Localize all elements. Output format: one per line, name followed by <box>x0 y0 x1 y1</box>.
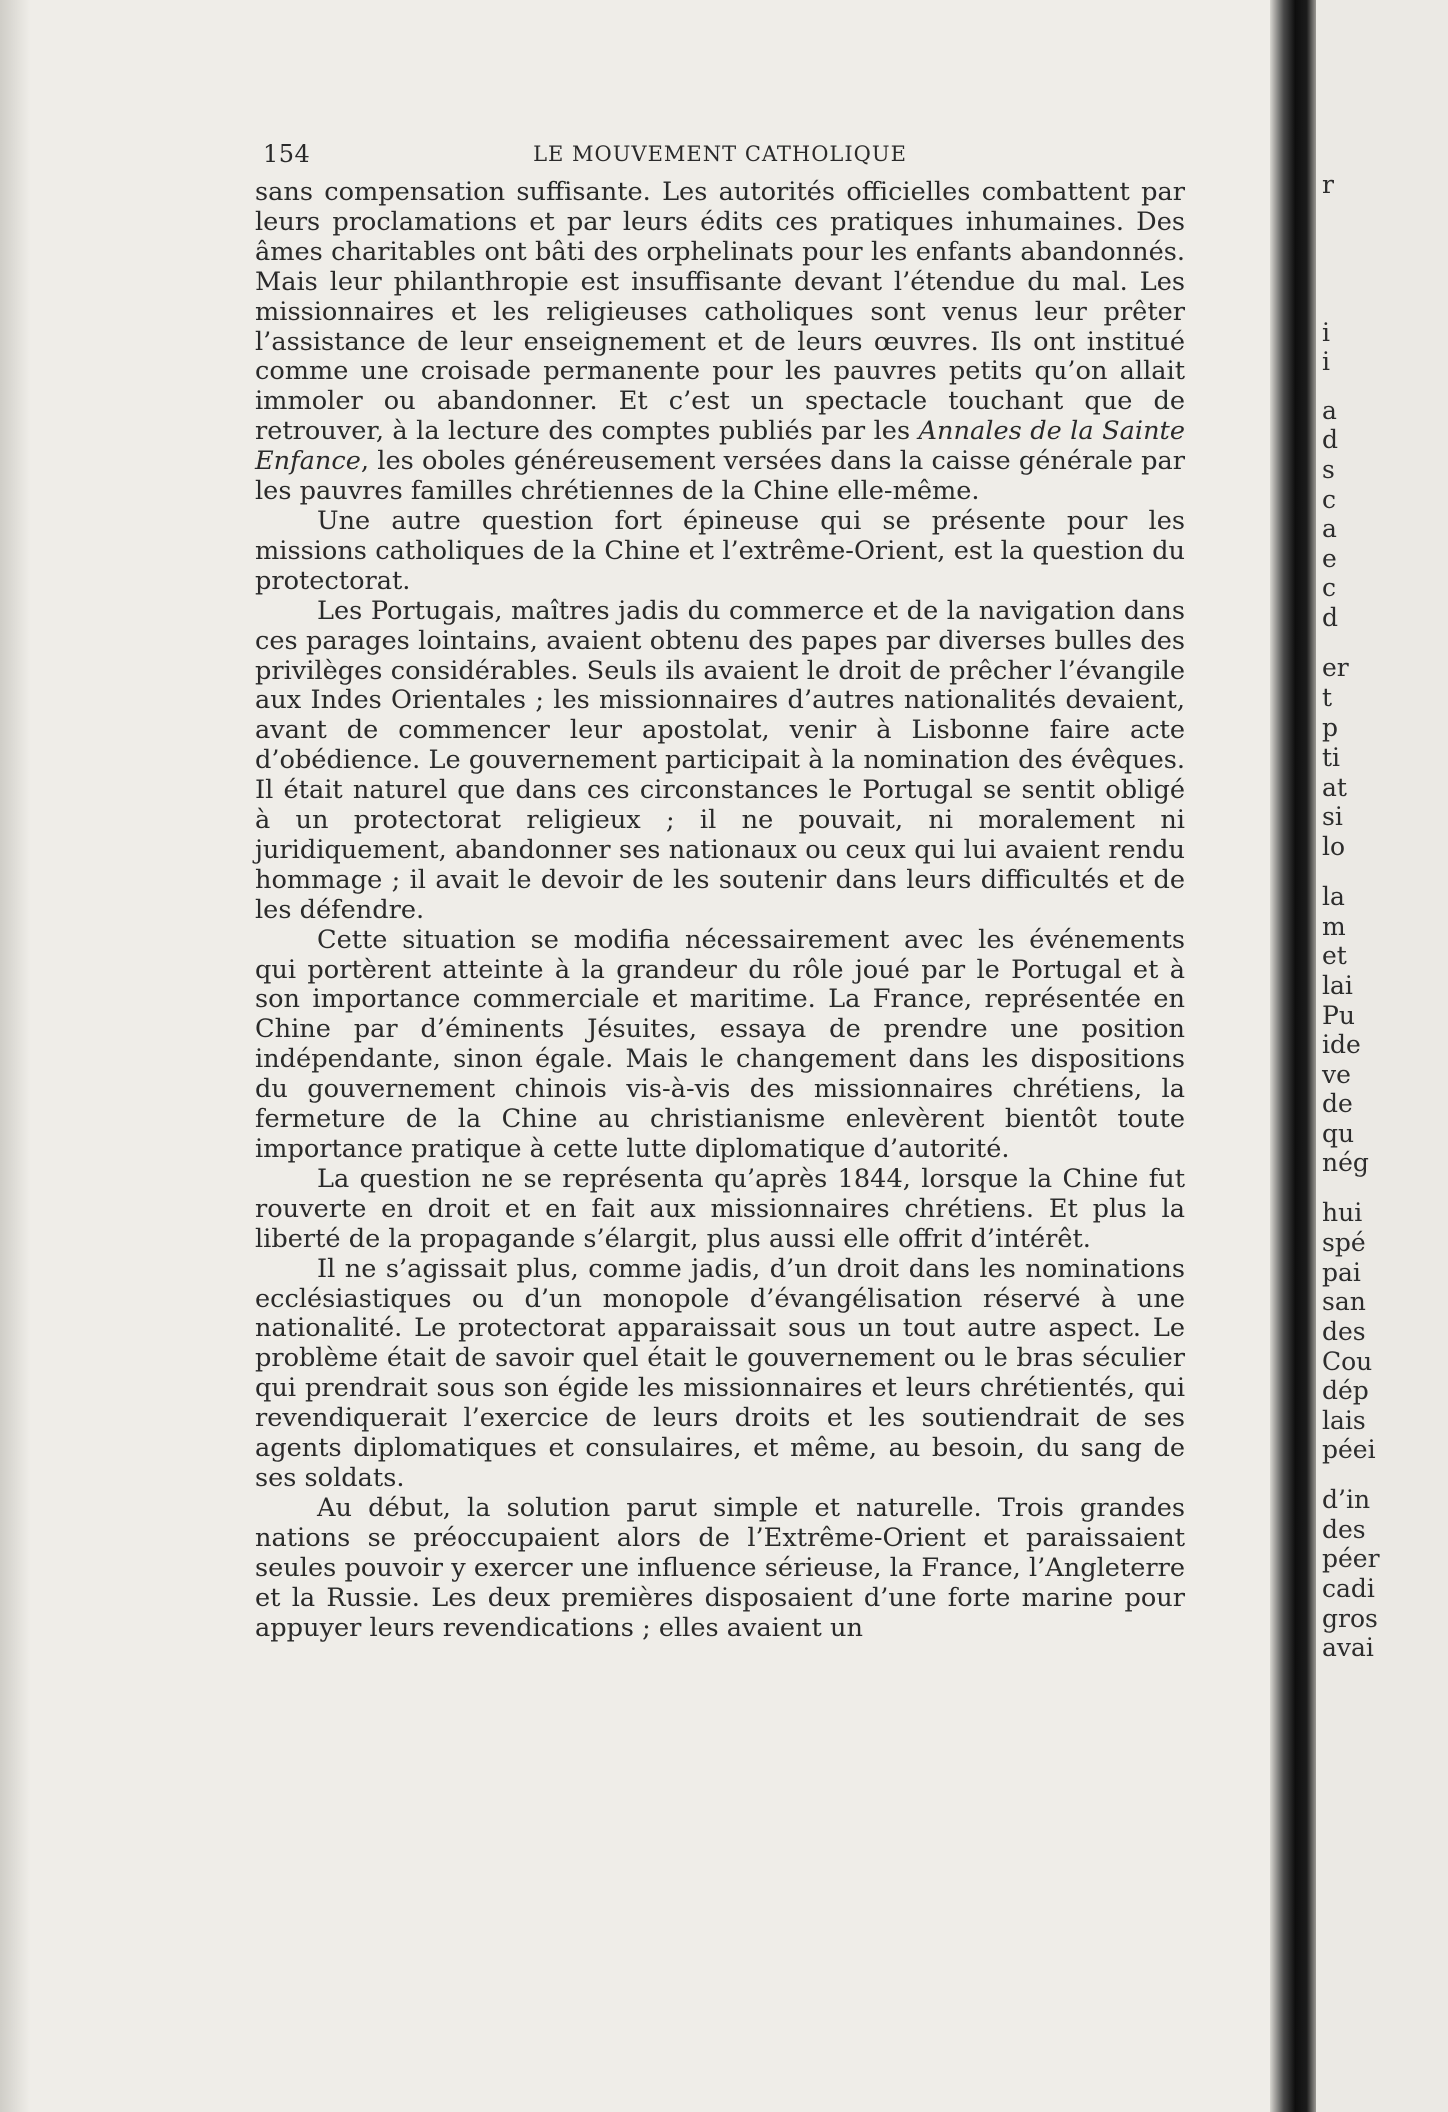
facing-page-fragment: c <box>1322 573 1337 602</box>
facing-page-fragment: de <box>1322 1089 1353 1118</box>
facing-page-fragment: i <box>1322 347 1330 376</box>
facing-page-fragment: pai <box>1322 1258 1361 1287</box>
facing-page-fragment: hui <box>1322 1198 1363 1227</box>
italic-title: Annales de la Sainte Enfance <box>255 416 1185 477</box>
running-head <box>255 140 1185 170</box>
facing-page-fragment: e <box>1322 544 1337 573</box>
text-segment: Cette situation se modifia nécessairement avec les événements qui portèrent atteinte à la grandeur du rôle joué par le Portugal et à son importance commerciale et maritime. La France, représentée en Chine par d’éminents Jésuites, essaya de prendre une position indépendante, sinon égale. Mais le changement dans les dispositions du gouvernement chinois vis-à-vis des missionnaires chrétiens, la fermeture de la Chine au christianisme enlevèrent bientôt toute importance pratique à cette lutte diplomatique d’autorité. <box>255 924 1185 1164</box>
facing-page-edge <box>1316 0 1448 2112</box>
facing-page-fragment: cadi <box>1322 1574 1375 1603</box>
paragraph <box>255 1165 1185 1255</box>
facing-page-fragment: at <box>1322 773 1347 802</box>
paragraph <box>255 1255 1185 1494</box>
facing-page-fragment: péer <box>1322 1544 1380 1573</box>
facing-page-fragment: et <box>1322 941 1347 970</box>
facing-page-fragment: la <box>1322 882 1345 911</box>
book-page <box>255 140 1185 1643</box>
facing-page-fragment: des <box>1322 1515 1366 1544</box>
facing-page-fragment: ti <box>1322 743 1341 772</box>
facing-page-fragment: ide <box>1322 1030 1361 1059</box>
facing-page-fragment: s <box>1322 455 1335 484</box>
facing-page-fragment: r <box>1322 170 1334 199</box>
text-segment: Une autre question fort épineuse qui se présente pour les missions catholiques de la Chine et l’extrême-Orient, est la question du protectorat. <box>255 505 1185 596</box>
paragraph <box>255 507 1185 597</box>
facing-page-fragment: péei <box>1322 1435 1376 1464</box>
facing-page-fragment: c <box>1322 485 1337 514</box>
facing-page-fragment: a <box>1322 514 1337 543</box>
left-margin-shadow <box>0 0 30 2112</box>
body-text <box>255 178 1185 1643</box>
text-segment: La question ne se représenta qu’après 1844, lorsque la Chine fut rouverte en droit et en fait aux missionnaires chrétiens. Et plus la liberté de la propagande s’élargit, plus aussi elle offrit d’intérêt. <box>255 1163 1185 1254</box>
facing-page-fragment: i <box>1322 318 1330 347</box>
paragraph <box>255 178 1185 507</box>
book-gutter <box>1270 0 1316 2112</box>
facing-page-fragment: a <box>1322 396 1337 425</box>
text-segment: Les Portugais, maîtres jadis du commerce et de la navigation dans ces parages lointains, avaient obtenu des papes par diverses bulles des privilèges considérables. Seuls ils avaient le droit de prêcher l’évangile aux Indes Orientales ; les missionnaires d’autres nationalités devaient, avant de commencer leur apostolat, venir à Lisbonne faire acte d’obédience. Le gouvernement participait à la nomination des évêques. Il était naturel que dans ces circonstances le Portugal se sentit obligé à un protectorat religieux ; il ne pouvait, ni moralement ni juridiquement, abandonner ses nationaux ou ceux qui lui avaient rendu hommage ; il avait le devoir de les soutenir dans leurs difficultés et de les défendre. <box>255 595 1185 925</box>
facing-page-fragment: gros <box>1322 1604 1378 1633</box>
facing-page-fragment: d’in <box>1322 1485 1371 1514</box>
facing-page-fragment: p <box>1322 713 1339 742</box>
facing-page-fragment: lo <box>1322 832 1346 861</box>
facing-page-fragment: d <box>1322 603 1339 632</box>
facing-page-fragment: avai <box>1322 1633 1374 1662</box>
facing-page-fragment: lai <box>1322 971 1353 1000</box>
facing-page-fragment: t <box>1322 683 1333 712</box>
facing-page-fragment: ve <box>1322 1060 1351 1089</box>
facing-page-fragment: qu <box>1322 1119 1355 1148</box>
facing-page-fragment: san <box>1322 1287 1366 1316</box>
facing-page-fragment: si <box>1322 802 1343 831</box>
running-title: LE MOUVEMENT CATHOLIQUE <box>533 142 907 166</box>
text-segment: Au début, la solution parut simple et naturelle. Trois grandes nations se préoccupaient alors de l’Extrême-Orient et paraissaient seules pouvoir y exercer une influence sérieuse, la France, l’Angleterre et la Russie. Les deux premières disposaient d’une forte marine pour appuyer leurs revendications ; elles avaient un <box>255 1492 1185 1643</box>
facing-page-fragment: spé <box>1322 1228 1366 1257</box>
facing-page-fragment: d <box>1322 425 1339 454</box>
facing-page-fragment: m <box>1322 912 1346 941</box>
facing-page-fragment: des <box>1322 1317 1366 1346</box>
text-segment: sans compensation suffisante. Les autorités officielles combattent par leurs proclamations et par leurs édits ces pratiques inhumaines. Des âmes charitables ont bâti des orphelinats pour les enfants abandonnés. Mais leur philanthropie est insuffisante devant l’étendue du mal. Les missionnaires et les religieuses catholiques sont venus leur prêter l’assistance de leur enseignement et de leurs œuvres. Ils ont institué comme une croisade permanente pour les pauvres petits qu’on allait immoler ou abandonner. Et c’est un spectacle touchant que de retrouver, à la lecture des comptes publiés par les <box>255 177 1185 447</box>
facing-page-fragment: Pu <box>1322 1001 1355 1030</box>
paragraph <box>255 597 1185 926</box>
facing-page-fragment: nég <box>1322 1148 1369 1177</box>
facing-page-fragment: dép <box>1322 1376 1369 1405</box>
page-number: 154 <box>263 140 311 168</box>
facing-page-fragment: lais <box>1322 1406 1366 1435</box>
paragraph <box>255 926 1185 1165</box>
paragraph <box>255 1494 1185 1644</box>
facing-page-fragment: Cou <box>1322 1347 1373 1376</box>
text-segment: Il ne s’agissait plus, comme jadis, d’un droit dans les nominations ecclésiastiques ou d’un monopole d’évangélisation réservé à une nationalité. Le protectorat apparaissait sous un tout autre aspect. Le problème était de savoir quel était le gouvernement ou le bras séculier qui prendrait sous son égide les missionnaires et leurs chrétientés, qui revendiquerait l’exercice de leurs droits et les soutiendrait de ses agents diplomatiques et consulaires, et même, au besoin, du sang de ses soldats. <box>255 1253 1185 1493</box>
text-segment: , les oboles généreusement versées dans la caisse générale par les pauvres familles chrétiennes de la Chine elle-même. <box>255 446 1185 507</box>
facing-page-fragment: er <box>1322 653 1349 682</box>
